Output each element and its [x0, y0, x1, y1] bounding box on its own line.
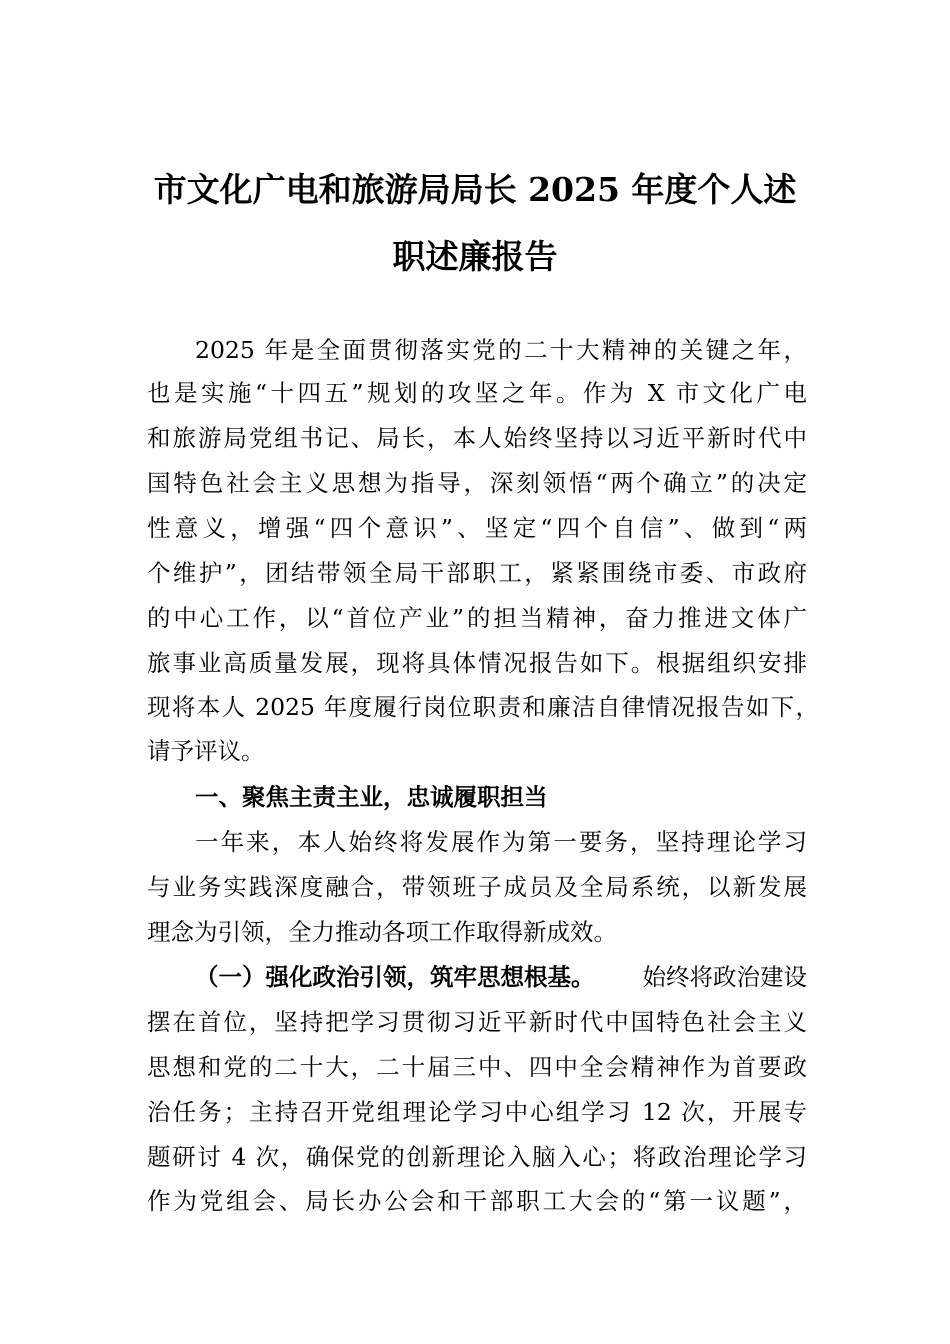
text-line: 作为党组会、局长办公会和干部职工大会的“第一议题”， — [147, 1187, 807, 1215]
text-line: 理念为引领，全力推动各项工作取得新成效。 — [147, 918, 617, 946]
text-line: 国特色社会主义思想为指导，深刻领悟“两个确立”的决定 — [147, 469, 807, 497]
text-line — [195, 962, 807, 992]
text-line: 个维护”，团结带领全局干部职工，紧紧围绕市委、市政府 — [147, 559, 807, 587]
document-title-line-1: 市文化广电和旅游局局长 2025 年度个人述 — [153, 170, 797, 209]
document-title-line-2: 职述廉报告 — [392, 237, 558, 276]
text-line: 的中心工作，以“首位产业”的担当精神，奋力推进文体广 — [147, 604, 807, 632]
text-line: 一年来，本人始终将发展作为第一要务，坚持理论学习 — [195, 828, 807, 856]
subsection-heading-1: （一）强化政治引领，筑牢思想根基。 — [195, 963, 595, 991]
text-line: 旅事业高质量发展，现将具体情况报告如下。根据组织安排 — [147, 649, 807, 677]
text-line: 摆在首位，坚持把学习贯彻习近平新时代中国特色社会主义 — [147, 1008, 807, 1036]
text-line: 思想和党的二十大，二十届三中、四中全会精神作为首要政 — [147, 1053, 807, 1081]
text-line: 题研讨 4 次，确保党的创新理论入脑入心；将政治理论学习 — [147, 1143, 807, 1171]
text-line: 与业务实践深度融合，带领班子成员及全局系统，以新发展 — [147, 873, 807, 901]
text-line: 治任务；主持召开党组理论学习中心组学习 12 次，开展专 — [147, 1098, 807, 1126]
text-span: 始终将政治建设 — [642, 963, 807, 991]
text-line: 现将本人 2025 年度履行岗位职责和廉洁自律情况报告如下， — [147, 693, 819, 721]
text-line: 请予评议。 — [147, 737, 265, 765]
text-line: 也是实施“十四五”规划的攻坚之年。作为 X 市文化广电 — [147, 379, 807, 407]
text-line: 性意义，增强“四个意识”、坚定“四个自信”、做到“两 — [147, 514, 807, 542]
text-line: 2025 年是全面贯彻落实党的二十大精神的关键之年， — [195, 336, 807, 364]
text-line: 和旅游局党组书记、局长，本人始终坚持以习近平新时代中 — [147, 424, 807, 452]
section-heading-1: 一、聚焦主责主业，忠诚履职担当 — [195, 783, 548, 811]
